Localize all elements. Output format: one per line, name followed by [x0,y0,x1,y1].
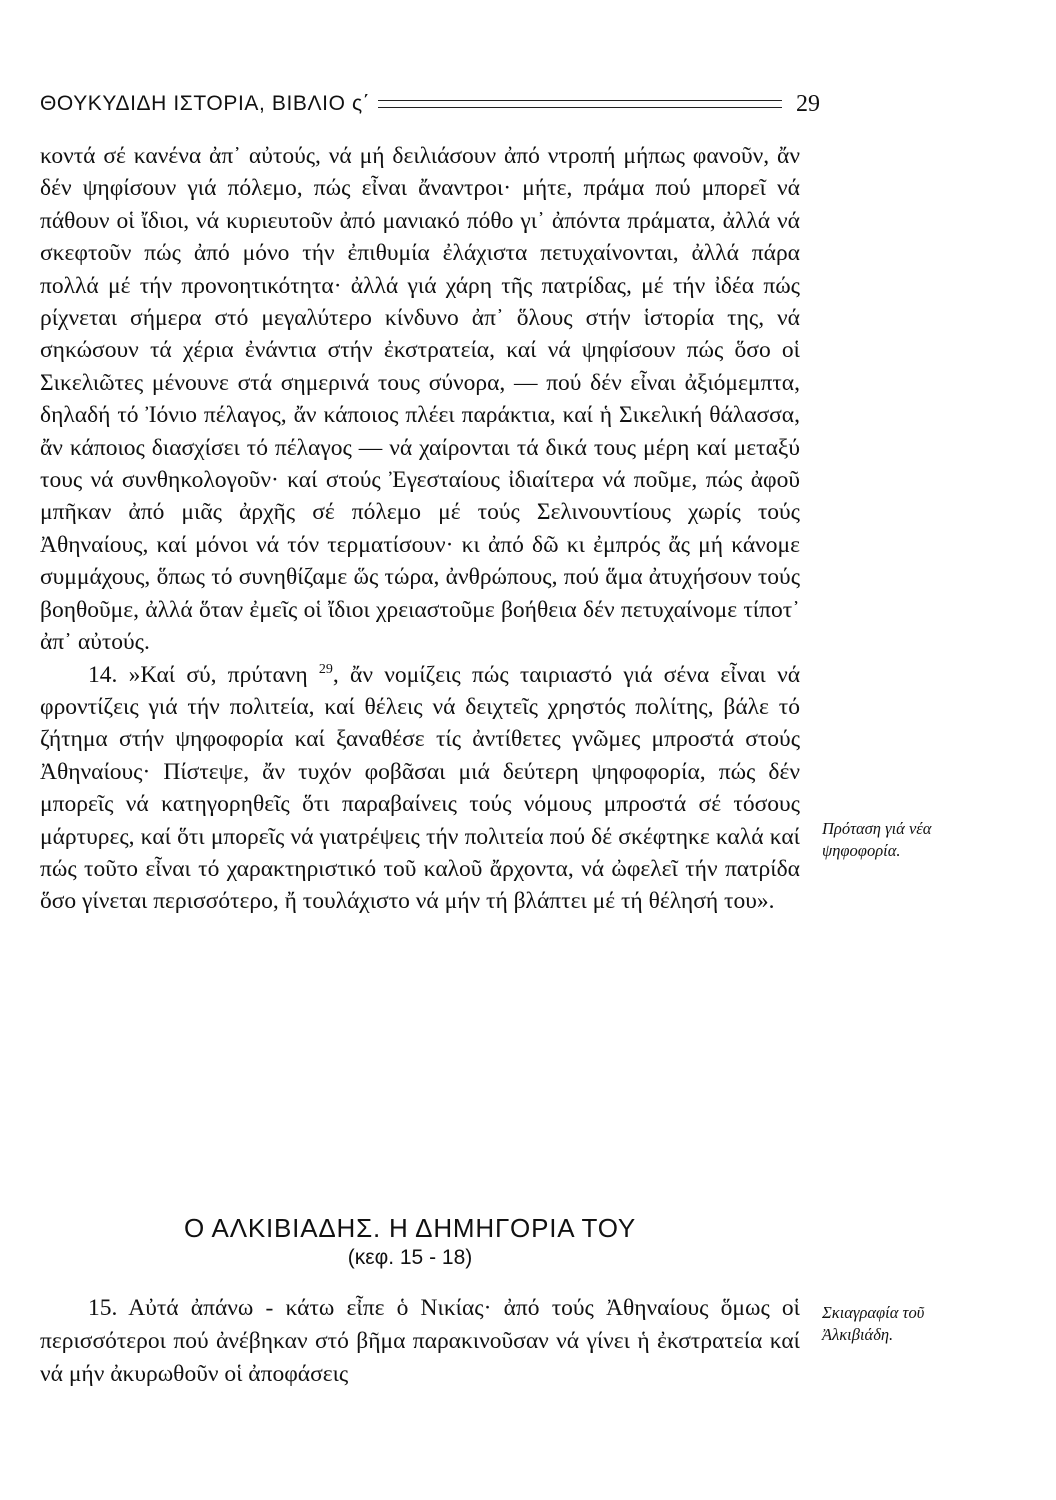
paragraph-14-text-rest: , ἄν νομίζεις πώς ταιριαστό γιά σένα εἶναι νά φροντίζεις γιά τήν πολιτεία, καί θέλεις νά δειχτεῖς χρηστός πολίτης, βάλε τό ζήτημα στήν ψηφοφορία καί ξαναθέσε τίς ἀντίθετες γνῶμες μπροστά στούς Ἀθηναίους· Πίστεψε, ἄν τυχόν φοβᾶσαι μιά δεύτερη ψηφοφορία, πώς δέν μπορεῖς νά κατηγορηθεῖς ὅτι παραβαίνεις τούς νόμους μπροστά σέ τόσους μάρτυρες, καί ὅτι μπορεῖς νά γιατρέψεις τήν πολιτεία πού δέ σκέφτηκε καλά καί πώς τοῦτο εἶναι τό χαρακτηριστικό τοῦ καλοῦ ἄρχοντα, νά ὠφελεῖ τήν πατρίδα ὅσο γίνεται περισσότερο, ἤ τουλάχιστο νά μήν τή βλάπτει μέ τή θέλησή του». [40,661,801,915]
margin-note-14: Πρόταση γιά νέα ψηφοφορία. [822,819,932,860]
footnote-reference: 29 [318,661,333,677]
paragraph-14 [40,659,800,918]
header-double-rule [378,100,782,108]
running-header [40,84,820,124]
section-heading [140,1213,680,1270]
paragraph-15 [40,1292,800,1391]
paragraph-15-text: Αὐτά ἀπάνω - κάτω εἶπε ὁ Νικίας· ἀπό τούς Ἀθηναίους ὅμως οἱ περισσότεροι πού ἀνέβηκαν στό βῆμα παρακινοῦσαν νά γίνει ἡ ἐκστρατεία καί νά μήν ἀκυρωθοῦν οἱ ἀποφάσεις [40,1295,800,1387]
section-heading-title: Ο ΑΛΚΙΒΙΑΔΗΣ. Η ΔΗΜΗΓΟΡΙΑ ΤΟΥ [183,1213,637,1243]
section-number-15: 15. [88,1295,118,1321]
continued-paragraph: κοντά σέ κανένα ἀπ᾽ αὐτούς, νά μή δειλιάσουν ἀπό ντροπή μήπως φανοῦν, ἄν δέν ψηφίσουν γιά πόλεμο, πώς εἶναι ἄναντροι· μήτε, πράμα πού μπορεῖ νά πάθουν οἱ ἴδιοι, νά κυριευτοῦν ἀπό μανιακό πόθο γι᾽ ἀπόντα πράματα, ἀλλά νά σκεφτοῦν πώς ἀπό μόνο τήν ἐπιθυμία ἐλάχιστα πετυχαίνονται, ἀλλά πάρα πολλά μέ τήν προνοητικότητα· ἀλλά γιά χάρη τῆς πατρίδας, μέ τήν ἰδέα πώς ρίχνεται σήμερα στό μεγαλύτερο κίνδυνο ἀπ᾽ ὅλους στήν ἱστορία της, νά σηκώσουν τά χέρια ἐνάντια στήν ἐκστρατεία, καί νά ψηφίσουν πώς ὅσο οἱ Σικελιῶτες μένουνε στά σημερινά τους σύνορα, — πού δέν εἶναι ἀξιόμεμπτα, δηλαδή τό Ἰόνιο πέλαγος, ἄν κάποιος πλέει παράκτια, καί ἡ Σικελική θάλασσα, ἄν κάποιος διασχίσει τό πέλαγος — νά χαίρονται τά δικά τους μέρη καί μεταξύ τους νά συνθηκολογοῦν· καί στούς Ἐγεσταίους ἰδιαίτερα νά ποῦμε, πώς ἀφοῦ μπῆκαν ἀπό μιᾶς ἀρχῆς σέ πόλεμο μέ τούς Σελινουντίους χωρίς τούς Ἀθηναίους, καί μόνοι νά τόν τερματίσουν· κι ἀπό δῶ κι ἐμπρός ἄς μή κάνομε συμμάχους, ὅπως τό συνηθίζαμε ὥς τώρα, ἀνθρώπους, πού ἅμα ἀτυχήσουν τούς βοηθοῦμε, ἀλλά ὅταν ἐμεῖς οἱ ἴδιοι χρειαστοῦμε βοήθεια δέν πετυχαίνομε τίποτ᾽ ἀπ᾽ αὐτούς. [40,143,800,656]
running-title: ΘΟΥΚΥΔΙΔΗ ΙΣΤΟΡΙΑ, ΒΙΒΛΙΟ ς΄ [40,92,371,115]
page-number: 29 [796,90,820,117]
section-heading-subtitle: (κεφ. 15 - 18) [347,1246,473,1269]
margin-note-15: Σκιαγραφία τοῦ Ἀλκιβιάδη. [822,1303,925,1344]
main-text-block [40,140,800,918]
paragraph-14-text-start: »Καί σύ, πρύτανη [128,661,308,688]
section-number-14: 14. [88,661,118,688]
paragraph-15-block [40,1292,800,1391]
